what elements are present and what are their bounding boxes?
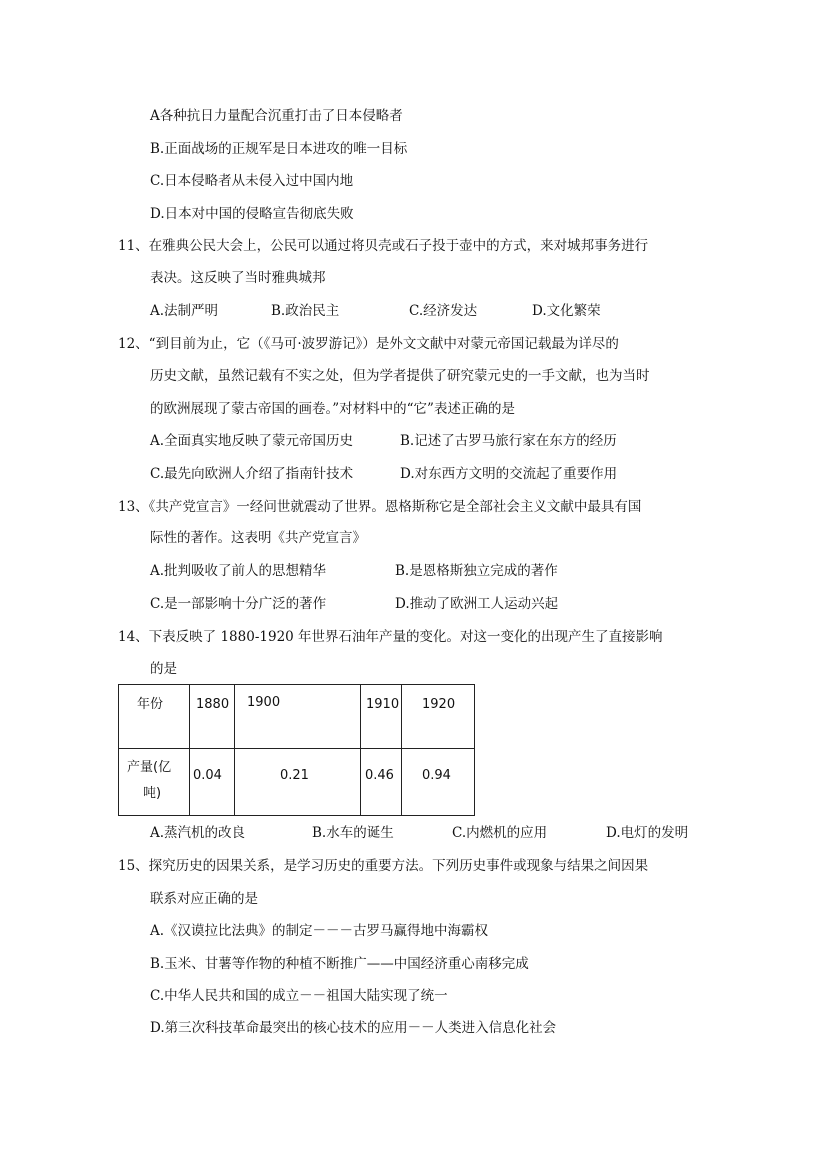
table-value-cell	[402, 749, 475, 816]
q12-stem-line2: 历史文献，虽然记载有不实之处，但为学者提供了研究蒙元史的一手文献，也为当时	[150, 368, 650, 384]
q13-option-c: C.是一部影响十分广泛的著作	[150, 596, 327, 612]
q13-stem-line2: 际性的著作。这表明《共产党宣言》	[150, 530, 366, 546]
q11-stem-line2: 表决。这反映了当时雅典城邦	[150, 270, 326, 286]
table-row	[119, 749, 475, 816]
table-value-cell	[361, 749, 402, 816]
table-row-label-cell	[119, 749, 190, 816]
q10-option-d: D.日本对中国的侵略宣告彻底失败	[150, 206, 354, 222]
table-year-cell	[235, 685, 361, 749]
table-header-label: 年份	[137, 697, 164, 712]
q15-stem-line2: 联系对应正确的是	[150, 891, 258, 907]
q13-option-d: D.推动了欧洲工人运动兴起	[395, 596, 559, 612]
q14-stem-line2: 的是	[150, 661, 177, 677]
q11-option-b: B.政治民主	[271, 303, 340, 319]
q14-stem-line1: 14、下表反映了 1880-1920 年世界石油年产量的变化。对这一变化的出现产生了直接影响	[118, 629, 663, 645]
q14-option-b: B.水车的诞生	[312, 825, 394, 841]
q14-option-a: A.蒸汽机的改良	[150, 825, 246, 841]
q13-option-a: A.批判吸收了前人的思想精华	[150, 563, 327, 579]
table-value: 0.94	[422, 768, 451, 783]
q12-option-b: B.记述了古罗马旅行家在东方的经历	[400, 433, 617, 449]
q13-stem-line1: 13、《共产党宣言》一经问世就震动了世界。恩格斯称它是全部社会主义文献中最具有国	[118, 499, 642, 515]
q12-stem-line1: 12、“到目前为止，它（《马可·波罗游记》）是外文文献中对蒙元帝国记载最为详尽的	[118, 336, 619, 352]
q15-option-b: B.玉米、甘薯等作物的种植不断推广——中国经济重心南移完成	[150, 956, 529, 972]
q11-option-d: D.文化繁荣	[532, 303, 601, 319]
q12-stem-line3: 的欧洲展现了蒙古帝国的画卷。”对材料中的“它”表述正确的是	[150, 401, 515, 417]
table-row	[119, 685, 475, 749]
q15-option-c: C.中华人民共和国的成立－－祖国大陆实现了统一	[150, 988, 448, 1004]
q11-option-a: A.法制严明	[150, 303, 219, 319]
table-value-cell	[235, 749, 361, 816]
table-year: 1910	[366, 697, 400, 712]
table-year: 1880	[196, 697, 230, 712]
table-year: 1920	[422, 697, 456, 712]
table-value: 0.46	[365, 768, 394, 783]
q10-option-b: B.正面战场的正规军是日本进攻的唯一目标	[150, 141, 408, 157]
q12-option-d: D.对东西方文明的交流起了重要作用	[400, 466, 618, 482]
table-header-label-cell	[119, 685, 190, 749]
table-value: 0.21	[280, 768, 309, 783]
q11-stem-line1: 11、在雅典公民大会上，公民可以通过将贝壳或石子投于壶中的方式，来对城邦事务进行	[118, 238, 649, 254]
table-year: 1900	[247, 695, 281, 710]
table-year-cell	[402, 685, 475, 749]
q11-option-c: C.经济发达	[409, 303, 478, 319]
q10-option-a: A各种抗日力量配合沉重打击了日本侵略者	[150, 108, 403, 124]
table-row-label-line1: 产量(亿	[127, 760, 172, 775]
q15-option-a: A.《汉谟拉比法典》的制定－－－古罗马赢得地中海霸权	[150, 923, 489, 939]
q14-option-c: C.内燃机的应用	[452, 825, 548, 841]
q15-option-d: D.第三次科技革命最突出的核心技术的应用－－人类进入信息化社会	[150, 1020, 557, 1036]
table-row-label-line2: 吨)	[143, 786, 162, 801]
q12-option-c: C.最先向欧洲人介绍了指南针技术	[150, 466, 354, 482]
q10-option-c: C.日本侵略者从未侵入过中国内地	[150, 173, 354, 189]
q15-stem-line1: 15、探究历史的因果关系，是学习历史的重要方法。下列历史事件或现象与结果之间因果	[118, 858, 649, 874]
q14-option-d: D.电灯的发明	[606, 825, 689, 841]
oil-production-table	[118, 684, 475, 816]
q13-option-b: B.是恩格斯独立完成的著作	[395, 563, 558, 579]
q12-option-a: A.全面真实地反映了蒙元帝国历史	[150, 433, 354, 449]
table-value: 0.04	[193, 768, 222, 783]
